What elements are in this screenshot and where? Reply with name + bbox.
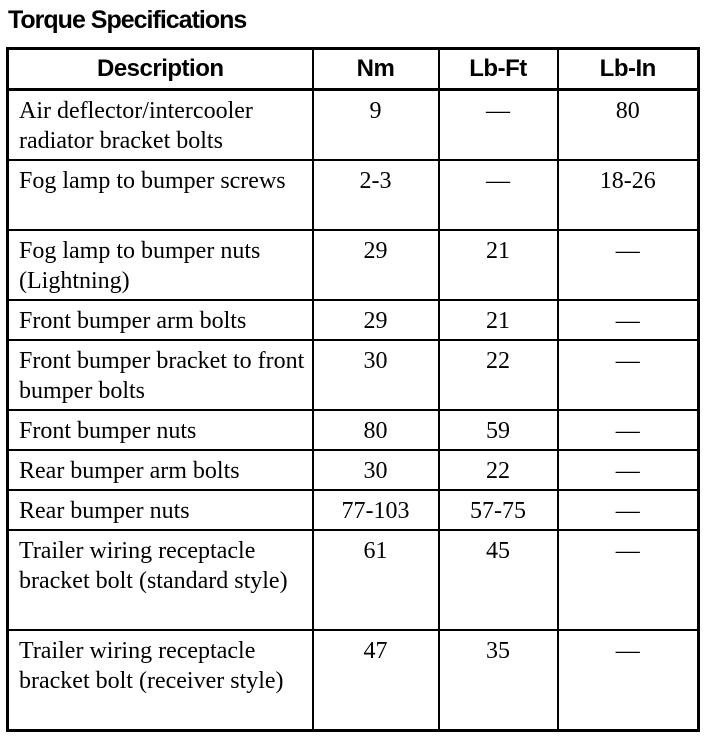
cell-lbin: — xyxy=(558,410,699,450)
header-nm: Nm xyxy=(313,49,439,90)
cell-nm: 77-103 xyxy=(313,490,439,530)
torque-spec-table xyxy=(6,47,700,732)
header-description: Description xyxy=(8,49,313,90)
cell-lbin: — xyxy=(558,530,699,630)
cell-nm: 30 xyxy=(313,450,439,490)
header-lbft: Lb-Ft xyxy=(439,49,558,90)
cell-nm: 29 xyxy=(313,230,439,300)
header-lbin: Lb-In xyxy=(558,49,699,90)
cell-description: Air deflector/intercooler radiator bracket bolts xyxy=(8,90,313,161)
cell-lbft: 35 xyxy=(439,630,558,731)
cell-nm: 30 xyxy=(313,340,439,410)
cell-lbin: 18-26 xyxy=(558,160,699,230)
table-row xyxy=(8,450,699,490)
cell-lbin: — xyxy=(558,230,699,300)
cell-lbft: 59 xyxy=(439,410,558,450)
cell-lbft: 22 xyxy=(439,450,558,490)
table-row xyxy=(8,490,699,530)
cell-lbin: — xyxy=(558,300,699,340)
table-row xyxy=(8,230,699,300)
cell-description: Front bumper arm bolts xyxy=(8,300,313,340)
cell-nm: 2-3 xyxy=(313,160,439,230)
cell-nm: 80 xyxy=(313,410,439,450)
cell-nm: 47 xyxy=(313,630,439,731)
cell-lbft: 22 xyxy=(439,340,558,410)
table-row xyxy=(8,300,699,340)
cell-lbft: 57-75 xyxy=(439,490,558,530)
cell-lbft: 21 xyxy=(439,230,558,300)
cell-description: Rear bumper arm bolts xyxy=(8,450,313,490)
table-row xyxy=(8,160,699,230)
cell-lbin: — xyxy=(558,450,699,490)
cell-lbin: 80 xyxy=(558,90,699,161)
cell-lbin: — xyxy=(558,630,699,731)
cell-description: Fog lamp to bumper nuts (Lightning) xyxy=(8,230,313,300)
cell-description: Trailer wiring receptacle bracket bolt (receiver style) xyxy=(8,630,313,731)
table-row xyxy=(8,340,699,410)
table-row xyxy=(8,630,699,731)
cell-lbin: — xyxy=(558,340,699,410)
table-row xyxy=(8,90,699,161)
cell-lbft: — xyxy=(439,90,558,161)
table-row xyxy=(8,410,699,450)
table-row xyxy=(8,530,699,630)
cell-nm: 61 xyxy=(313,530,439,630)
cell-description: Front bumper nuts xyxy=(8,410,313,450)
cell-lbft: 21 xyxy=(439,300,558,340)
cell-description: Rear bumper nuts xyxy=(8,490,313,530)
cell-description: Front bumper bracket to front bumper bolts xyxy=(8,340,313,410)
cell-description: Trailer wiring receptacle bracket bolt (standard style) xyxy=(8,530,313,630)
cell-nm: 29 xyxy=(313,300,439,340)
cell-lbft: — xyxy=(439,160,558,230)
cell-lbft: 45 xyxy=(439,530,558,630)
cell-nm: 9 xyxy=(313,90,439,161)
cell-description: Fog lamp to bumper screws xyxy=(8,160,313,230)
table-header-row xyxy=(8,49,699,90)
cell-lbin: — xyxy=(558,490,699,530)
page-title: Torque Specifications xyxy=(8,6,247,34)
